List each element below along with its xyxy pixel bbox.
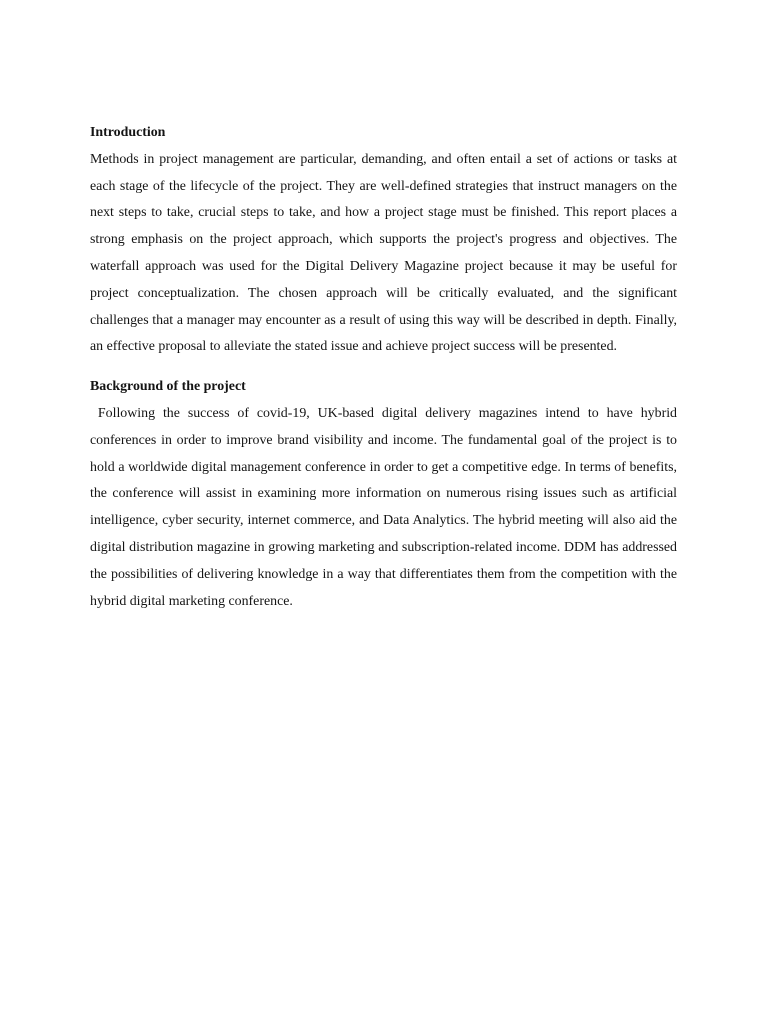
document-body (90, 120, 677, 615)
background-paragraph: Following the success of covid-19, UK-based digital delivery magazines intend to have hybrid conferences in order to improve brand visibility and income. The fundamental goal of the project is to hold a worldwide digital management conference in order to get a competitive edge. In terms of benefits, the conference will assist in examining more information on numerous rising issues such as artificial intelligence, cyber security, internet commerce, and Data Analytics. The hybrid meeting will also aid the digital distribution magazine in growing marketing and subscription-related income. DDM has addressed the possibilities of delivering knowledge in a way that differentiates them from the competition with the hybrid digital marketing conference. (90, 405, 677, 609)
introduction-paragraph: Methods in project management are particular, demanding, and often entail a set of actions or tasks at each stage of the lifecycle of the project. They are well-defined strategies that instruct managers on the next steps to take, crucial steps to take, and how a project stage must be finished. This report places a strong emphasis on the project approach, which supports the project's progress and objectives. The waterfall approach was used for the Digital Delivery Magazine project because it may be useful for project conceptualization. The chosen approach will be critically evaluated, and the significant challenges that a manager may encounter as a result of using this way will be described in depth. Finally, an effective proposal to alleviate the stated issue and achieve project success will be presented. (90, 151, 677, 355)
background-heading: Background of the project (90, 379, 246, 395)
introduction-heading: Introduction (90, 125, 166, 140)
